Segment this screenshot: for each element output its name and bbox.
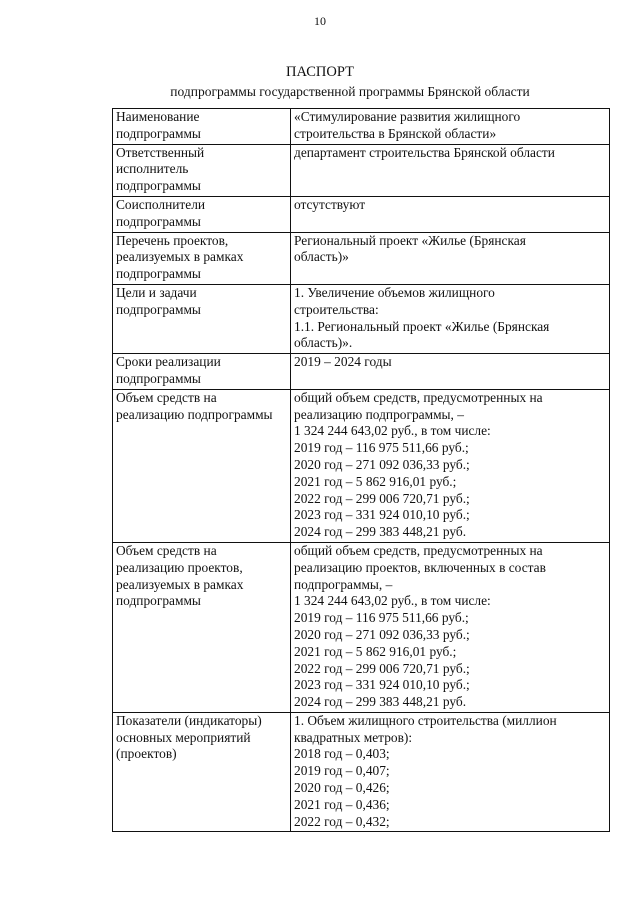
row-label-line: реализацию проектов, (116, 559, 243, 575)
document-title: ПАСПОРТ (286, 64, 354, 80)
row-label-line: Сроки реализации (116, 354, 221, 370)
row-label-line: подпрограммы (116, 301, 201, 317)
row-label-line: Наименование (116, 109, 200, 124)
table-row (113, 232, 610, 284)
row-value-line: Региональный проект «Жилье (Брянская (294, 232, 526, 248)
table-row (113, 109, 610, 145)
row-value-line: 2020 год – 0,426; (294, 780, 390, 796)
row-value-cell (291, 232, 610, 284)
table-row (113, 196, 610, 232)
row-value-line: 2020 год – 271 092 036,33 руб.; (294, 626, 470, 642)
row-value-line: отсутствуют (294, 196, 366, 212)
row-value-line: 2019 год – 116 975 511,66 руб.; (294, 610, 469, 626)
row-label-line: реализацию подпрограммы (116, 406, 273, 422)
row-label-cell (113, 389, 291, 542)
row-value-line: 2024 год – 299 383 448,21 руб. (294, 694, 467, 710)
row-value-line: общий объем средств, предусмотренных на (294, 542, 543, 558)
row-label-line: Ответственный (116, 144, 205, 160)
row-label-line: Объем средств на (116, 389, 217, 405)
row-value-line: 2021 год – 5 862 916,01 руб.; (294, 643, 457, 659)
row-label-cell (113, 542, 291, 712)
row-value-line: 2019 год – 116 975 511,66 руб.; (294, 440, 469, 456)
page-number: 10 (314, 14, 326, 28)
row-label-cell (113, 232, 291, 284)
row-value-line: 2023 год – 331 924 010,10 руб.; (294, 677, 470, 693)
row-value-line: «Стимулирование развития жилищного (294, 109, 521, 124)
row-value-line: 2021 год – 0,436; (294, 796, 390, 812)
table-row (113, 354, 610, 390)
row-value-line: 2023 год – 331 924 010,10 руб.; (294, 507, 470, 523)
row-label-line: подпрограммы (116, 213, 201, 229)
row-label-line: Показатели (индикаторы) (116, 712, 262, 728)
row-value-line: реализацию подпрограммы, – (294, 406, 464, 422)
row-value-line: 2020 год – 271 092 036,33 руб.; (294, 456, 470, 472)
row-value-line: общий объем средств, предусмотренных на (294, 389, 543, 405)
row-label-line: Соисполнители (116, 196, 206, 212)
row-label-line: реализуемых в рамках (116, 576, 244, 592)
row-label-cell (113, 196, 291, 232)
row-label-line: подпрограммы (116, 370, 201, 386)
row-value-line: 1. Объем жилищного строительства (миллион (294, 712, 557, 728)
row-value-line: 1. Увеличение объемов жилищного (294, 284, 495, 300)
row-value-cell (291, 109, 610, 145)
row-value-line: 2022 год – 299 006 720,71 руб.; (294, 490, 470, 506)
row-label-cell (113, 109, 291, 145)
row-value-line: квадратных метров): (294, 729, 413, 745)
row-value-line: область)» (294, 249, 349, 265)
row-label-line: подпрограммы (116, 178, 201, 194)
passport-table-body (113, 109, 610, 832)
row-value-cell (291, 144, 610, 196)
row-value-cell (291, 354, 610, 390)
row-value-line: 1 324 244 643,02 руб., в том числе: (294, 423, 491, 439)
row-value-line: 2019 год – 0,407; (294, 763, 390, 779)
passport-table (112, 108, 610, 832)
table-row (113, 284, 610, 353)
row-value-line: 2024 год – 299 383 448,21 руб. (294, 524, 467, 540)
row-value-line: строительства в Брянской области» (294, 125, 497, 141)
row-value-line: 2022 год – 299 006 720,71 руб.; (294, 660, 470, 676)
row-label-line: реализуемых в рамках (116, 249, 244, 265)
table-row (113, 144, 610, 196)
row-value-cell (291, 196, 610, 232)
row-value-cell (291, 712, 610, 832)
row-value-line: 2019 – 2024 годы (294, 354, 392, 370)
row-label-line: Цели и задачи (116, 284, 197, 300)
row-value-line: 2021 год – 5 862 916,01 руб.; (294, 473, 457, 489)
row-label-cell (113, 144, 291, 196)
row-value-cell (291, 284, 610, 353)
row-label-line: подпрограммы (116, 593, 201, 609)
row-label-line: (проектов) (116, 746, 177, 762)
row-value-line: 2022 год – 0,432; (294, 813, 390, 829)
row-value-line: департамент строительства Брянской области (294, 144, 555, 160)
table-row (113, 712, 610, 832)
table-row (113, 389, 610, 542)
table-row (113, 542, 610, 712)
row-value-line: строительства: (294, 301, 379, 317)
row-value-line: 1 324 244 643,02 руб., в том числе: (294, 593, 491, 609)
row-label-line: Перечень проектов, (116, 232, 229, 248)
document-subtitle: подпрограммы государственной программы Брянской области (170, 84, 530, 99)
row-value-line: область)». (294, 335, 353, 351)
row-value-cell (291, 542, 610, 712)
row-value-cell (291, 389, 610, 542)
row-value-line: реализацию проектов, включенных в состав (294, 559, 546, 575)
row-label-line: Объем средств на (116, 542, 217, 558)
row-label-cell (113, 354, 291, 390)
row-value-line: 2018 год – 0,403; (294, 746, 390, 762)
row-label-line: исполнитель (116, 161, 189, 177)
row-label-line: подпрограммы (116, 266, 201, 282)
row-label-cell (113, 284, 291, 353)
row-value-line: подпрограммы, – (294, 576, 393, 592)
row-value-line: 1.1. Региональный проект «Жилье (Брянская (294, 318, 550, 334)
row-label-line: подпрограммы (116, 125, 201, 141)
row-label-cell (113, 712, 291, 832)
row-label-line: основных мероприятий (116, 729, 251, 745)
